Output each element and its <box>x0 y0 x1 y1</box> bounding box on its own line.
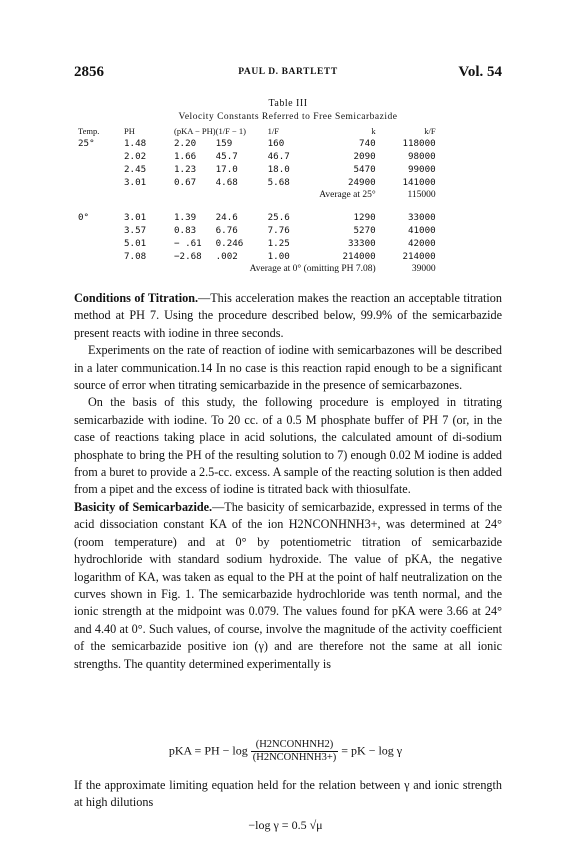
table-cell: 1.39 <box>174 212 197 223</box>
average-value: 39000 <box>411 264 436 274</box>
table-cell: 2.02 <box>124 151 147 162</box>
equation-right: = pK − log γ <box>341 743 403 758</box>
table-cell: 5470 <box>353 164 376 175</box>
table-cell: 25.6 <box>267 212 290 223</box>
table-cell: 141000 <box>402 177 436 188</box>
table-caption: Velocity Constants Referred to Free Semicarbazide <box>178 112 398 122</box>
table-cell: 45.7 <box>215 151 238 162</box>
table-cell: −2.68 <box>174 251 202 262</box>
paragraph: On the basis of this study, the following procedure is employed in titrating semicarbazide with iodine. To 20 cc. of a 0.5 M phosphate buffer of PH 7 (or, in the case of reactions taking place in acid solutions, the calculated amount of di-sodium phosphate to bring the PH of the resulting solution to 7) enough 0.02 M iodine is added from a buret to provide a 2.5-cc. excess. A sample of the reacting solution is then added from a pipet and the excess of iodine is titrated back with thiosulfate. <box>74 395 502 497</box>
average-row <box>78 263 436 276</box>
average-label: Average at 0° (omitting PH 7.08) <box>249 264 376 274</box>
section-heading: Conditions of Titration. <box>74 291 199 305</box>
basicity-paragraph <box>74 499 502 673</box>
table-cell: 99000 <box>407 164 436 175</box>
table-cell: 2.45 <box>124 164 147 175</box>
velocity-table <box>78 125 436 276</box>
table-row <box>78 163 436 176</box>
table-row <box>78 211 436 224</box>
table-cell: 42000 <box>407 238 436 249</box>
article-body <box>74 290 502 673</box>
table-cell: 6.76 <box>215 225 238 236</box>
fraction-numerator: (H2NCONHNH2) <box>251 739 339 752</box>
column-header: k/F <box>424 126 436 136</box>
table-cell: 1290 <box>353 212 376 223</box>
table-row <box>78 224 436 237</box>
table-cell: 18.0 <box>267 164 290 175</box>
page-number: 2856 <box>74 64 104 80</box>
volume-label: Vol. 54 <box>458 64 502 80</box>
section-heading: Basicity of Semicarbazide. <box>74 499 213 514</box>
table-cell: 5.68 <box>267 177 290 188</box>
table-cell: 1.48 <box>124 138 147 149</box>
paragraph-text: —This acceleration makes the reaction an acceptable titration method at PH 7. Using the procedure described below, 99.9% of the semicarbazide present reacts with iodine in three seconds. <box>74 291 502 340</box>
table-cell: 740 <box>359 138 376 149</box>
average-value: 115000 <box>407 190 436 200</box>
table-cell: 24.6 <box>215 212 238 223</box>
table-cell: 1.00 <box>267 251 290 262</box>
column-header: (pKA − PH) <box>174 126 216 136</box>
table-cell: 41000 <box>407 225 436 236</box>
equation-fraction <box>251 739 339 764</box>
table-cell: 2.20 <box>174 138 197 149</box>
table-cell: 3.57 <box>124 225 147 236</box>
column-header: Temp. <box>78 126 100 136</box>
paragraph: Experiments on the rate of reaction of iodine with semicarbazones will be described in a later communication.14 In no case is this reaction rapid enough to be a significant source of error when titrating semicarbazide in the presence of semicarbazones. <box>74 343 502 393</box>
running-header <box>74 64 502 82</box>
column-header: PH <box>124 126 135 136</box>
table-title: Table III <box>268 98 308 109</box>
table-cell: 5.01 <box>124 238 147 249</box>
table-row <box>78 176 436 189</box>
table-cell: 0.83 <box>174 225 197 236</box>
table-cell: 24900 <box>347 177 376 188</box>
table-cell: 7.08 <box>124 251 147 262</box>
table-cell: 214000 <box>402 251 436 262</box>
table-cell: 98000 <box>407 151 436 162</box>
table-cell: 17.0 <box>215 164 238 175</box>
table-cell: 46.7 <box>267 151 290 162</box>
table-cell: 0.67 <box>174 177 197 188</box>
temp-cell: 0° <box>78 212 90 223</box>
table-cell: 3.01 <box>124 212 147 223</box>
table-cell: 33000 <box>407 212 436 223</box>
table-cell: 2090 <box>353 151 376 162</box>
column-header: k <box>371 126 376 136</box>
paragraph: If the approximate limiting equation held for the relation between γ and ionic strength at high dilutions <box>74 778 502 810</box>
table-cell: 1.23 <box>174 164 197 175</box>
average-row <box>78 189 436 202</box>
equation-pka <box>0 739 571 764</box>
table-header-row <box>78 125 436 137</box>
table-cell: 33300 <box>347 238 376 249</box>
table-row <box>78 250 436 263</box>
equation-activity: −log γ = 0.5 √μ <box>248 818 323 832</box>
average-label: Average at 25° <box>319 190 376 200</box>
table-cell: 0.246 <box>215 238 244 249</box>
temp-cell: 25° <box>78 138 95 149</box>
table-cell: 5270 <box>353 225 376 236</box>
table-cell: 160 <box>267 138 285 149</box>
table-cell: 1.25 <box>267 238 290 249</box>
table-cell: 1.66 <box>174 151 197 162</box>
table-cell: 3.01 <box>124 177 147 188</box>
equation-left: pKA = PH − log <box>168 743 248 758</box>
table-row <box>78 237 436 250</box>
table-cell: 7.76 <box>267 225 290 236</box>
fraction-denominator: (H2NCONHNH3+) <box>252 752 337 763</box>
table-cell: − .61 <box>174 238 202 249</box>
table-row <box>78 137 436 150</box>
running-author: PAUL D. BARTLETT <box>238 67 338 77</box>
table-cell: 118000 <box>402 138 436 149</box>
column-header: 1/F <box>267 126 279 136</box>
table-row <box>78 150 436 163</box>
column-header: (1/F − 1) <box>215 126 246 136</box>
paragraph-text: —The basicity of semicarbazide, expressed in terms of the acid dissociation constant KA of the ion H2NCONHNH3+, was determined at 24° (room temperature) and at 0° by potentiometric titration of semicarbazide hydrochloride with standard sodium hydroxide. The value of pKA, the negative logarithm of KA, was taken as equal to the PH at the point of half neutralization on the curves shown in Fig. 1. The semicarbazide hydrochloride was tenth normal, and the ionic strength at the midpoint was 0.079. The values found for pKA were 3.66 at 24° and 4.40 at 0°. Such values, of course, involve the magnitude of the activity coefficient of the semicarbazide positive ion (γ) and are therefore not the same at all ionic strengths. The quantity determined experimentally is <box>74 499 502 671</box>
table-cell: 4.68 <box>215 177 238 188</box>
table-cell: .002 <box>215 251 238 262</box>
table-cell: 159 <box>215 138 233 149</box>
titration-paragraph <box>74 290 502 342</box>
table-cell: 214000 <box>342 251 376 262</box>
